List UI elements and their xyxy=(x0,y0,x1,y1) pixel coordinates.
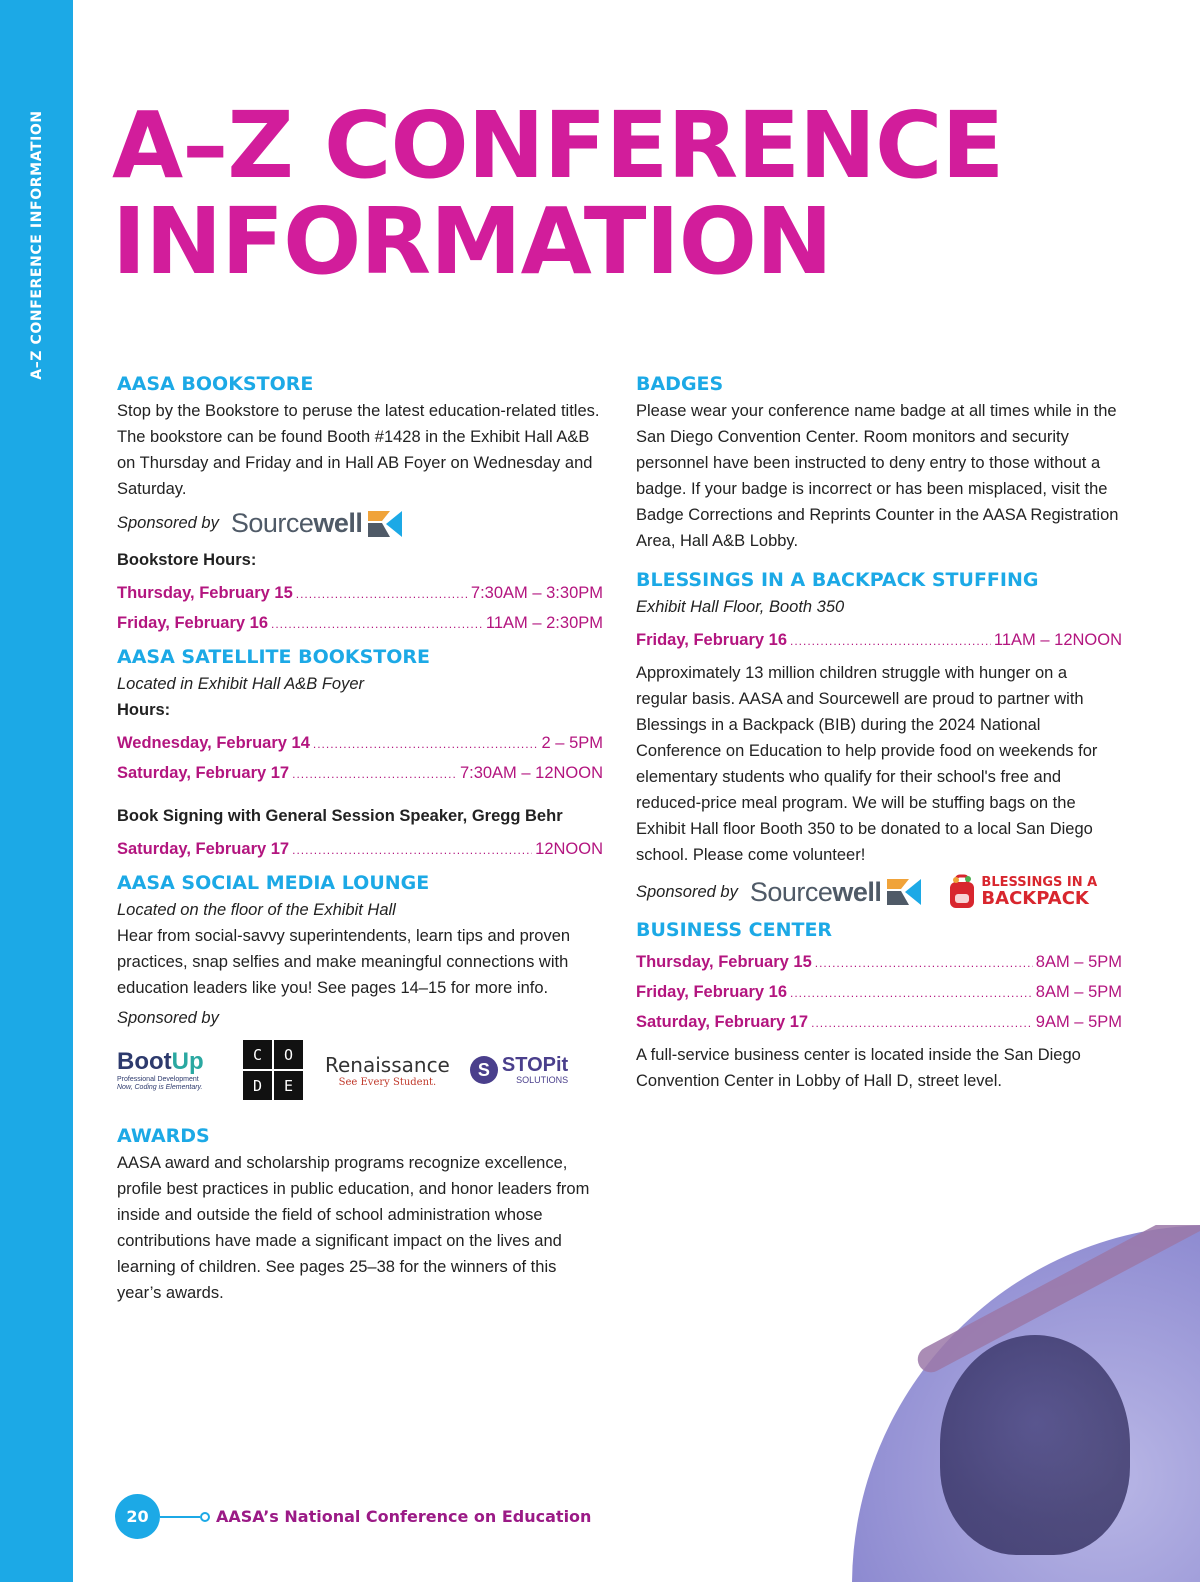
awards-heading: AWARDS xyxy=(117,1125,210,1147)
blessings-location: Exhibit Hall Floor, Booth 350 xyxy=(636,598,845,616)
bookstore-section xyxy=(117,372,603,639)
side-section-label: A–Z CONFERENCE INFORMATION xyxy=(29,110,45,380)
page-footer xyxy=(115,1494,591,1539)
sponsored-by-label: Sponsored by xyxy=(117,514,219,532)
satellite-heading: AASA SATELLITE BOOKSTORE xyxy=(117,646,431,668)
blessings-sponsor xyxy=(636,874,1122,910)
social-sponsor-logos xyxy=(117,1040,603,1100)
right-column xyxy=(636,372,1122,1100)
blessings-body: Approximately 13 million children struggle with hunger on a regular basis. AASA and Sourcewell are proud to partner with Blessings in a Backpack (BIB) during the 2024 National Conference on Education to help provide food on weekends for elementary students who qualify for their school's free and reduced-price meal program. We will be stuffing bags on the Exhibit Hall floor Booth 350 to be donated to a local San Diego school. Please come volunteer! xyxy=(636,664,1098,864)
backpack-icon xyxy=(947,874,977,910)
book-signing-schedule xyxy=(117,835,603,865)
badges-heading: BADGES xyxy=(636,373,724,395)
bookstore-sponsor xyxy=(117,508,603,539)
social-body: Hear from social-savvy superintendents, learn tips and proven practices, snap selfies and make meaningful connections with education leaders like you! See pages 14–15 for more info. xyxy=(117,927,571,997)
bookstore-body: Stop by the Bookstore to peruse the latest education-related titles. The bookstore can be found Booth #1428 in the Exhibit Hall A&B on Thursday and Friday and in Hall AB Foyer on Wednesday and Saturday. xyxy=(117,402,600,498)
satellite-hours-label: Hours: xyxy=(117,701,171,719)
schedule-row: Friday, February 16 ..... 8AM – 5PM xyxy=(636,978,1122,1008)
blessings-heading: BLESSINGS IN A BACKPACK STUFFING xyxy=(636,569,1039,591)
stopit-logo: S STOPit SOLUTIONS xyxy=(470,1055,568,1085)
sponsored-by-label: Sponsored by xyxy=(636,882,738,901)
badges-body: Please wear your conference name badge at all times while in the San Diego Convention Center. Room monitors and security personnel have been instructed to deny entry to those without a badge. If your badge is incorrect or has been misplaced, visit the Badge Corrections and Reprints Counter in the AASA Registration Area, Hall A&B Lobby. xyxy=(636,402,1119,550)
awards-section xyxy=(117,1124,603,1306)
social-heading: AASA SOCIAL MEDIA LOUNGE xyxy=(117,872,430,894)
blessings-in-a-backpack-logo: BLESSINGS IN A BACKPACK xyxy=(947,874,1097,910)
decorative-photo xyxy=(830,1225,1200,1582)
badges-section xyxy=(636,372,1122,554)
bootup-logo: BootUp Professional Development Now, Coding is Elementary. xyxy=(117,1048,204,1091)
satellite-location: Located in Exhibit Hall A&B Foyer xyxy=(117,675,365,693)
schedule-row: Saturday, February 17 ..... 12NOON xyxy=(117,835,603,865)
page-number: 20 xyxy=(115,1494,160,1539)
business-schedule xyxy=(636,948,1122,1038)
satellite-schedule xyxy=(117,729,603,789)
renaissance-logo: Renaissance See Every Student. xyxy=(325,1052,450,1088)
bookstore-schedule xyxy=(117,579,603,639)
satellite-section xyxy=(117,645,603,865)
schedule-row: Thursday, February 15 ..... 7:30AM – 3:30PM xyxy=(117,579,603,609)
code-org-logo: C O D E xyxy=(243,1040,303,1100)
bookstore-hours-label: Bookstore Hours: xyxy=(117,551,257,569)
blessings-section xyxy=(636,568,1122,910)
sourcewell-logo: Source well xyxy=(231,508,403,539)
social-section xyxy=(117,871,603,1100)
bookstore-heading: AASA BOOKSTORE xyxy=(117,373,314,395)
book-signing-label: Book Signing with General Session Speaker, Gregg Behr xyxy=(117,807,563,825)
business-body: A full-service business center is located inside the San Diego Convention Center in Lobby of Hall D, street level. xyxy=(636,1046,1081,1090)
schedule-row: Saturday, February 17 ..... 9AM – 5PM xyxy=(636,1008,1122,1038)
sourcewell-arrow-icon xyxy=(368,509,402,539)
schedule-row: Friday, February 16 ..... 11AM – 2:30PM xyxy=(117,609,603,639)
left-column xyxy=(117,372,603,1312)
business-heading: BUSINESS CENTER xyxy=(636,919,833,941)
sourcewell-logo: Source well xyxy=(750,877,922,908)
awards-body: AASA award and scholarship programs recognize excellence, profile best practices in public education, and honor leaders from inside and outside the field of school administration whose contributions have made a significant impact on the lives and learning of children. See pages 25–38 for the winners of this year’s awards. xyxy=(117,1154,590,1302)
blessings-schedule xyxy=(636,626,1122,656)
schedule-row: Wednesday, February 14 ..... 2 – 5PM xyxy=(117,729,603,759)
schedule-row: Saturday, February 17 ..... 7:30AM – 12NOON xyxy=(117,759,603,789)
schedule-row: Thursday, February 15 ..... 8AM – 5PM xyxy=(636,948,1122,978)
schedule-row: Friday, February 16 ..... 11AM – 12NOON xyxy=(636,626,1122,656)
sourcewell-arrow-icon xyxy=(887,877,921,907)
business-section xyxy=(636,918,1122,1094)
publication-name: AASA’s National Conference on Education xyxy=(216,1507,592,1526)
social-sponsored-by: Sponsored by xyxy=(117,1009,219,1027)
title-line-1: A–Z CONFERENCE xyxy=(112,92,1004,199)
social-location: Located on the floor of the Exhibit Hall xyxy=(117,901,396,919)
title-line-2: INFORMATION xyxy=(112,188,832,295)
page-title xyxy=(112,92,1162,295)
